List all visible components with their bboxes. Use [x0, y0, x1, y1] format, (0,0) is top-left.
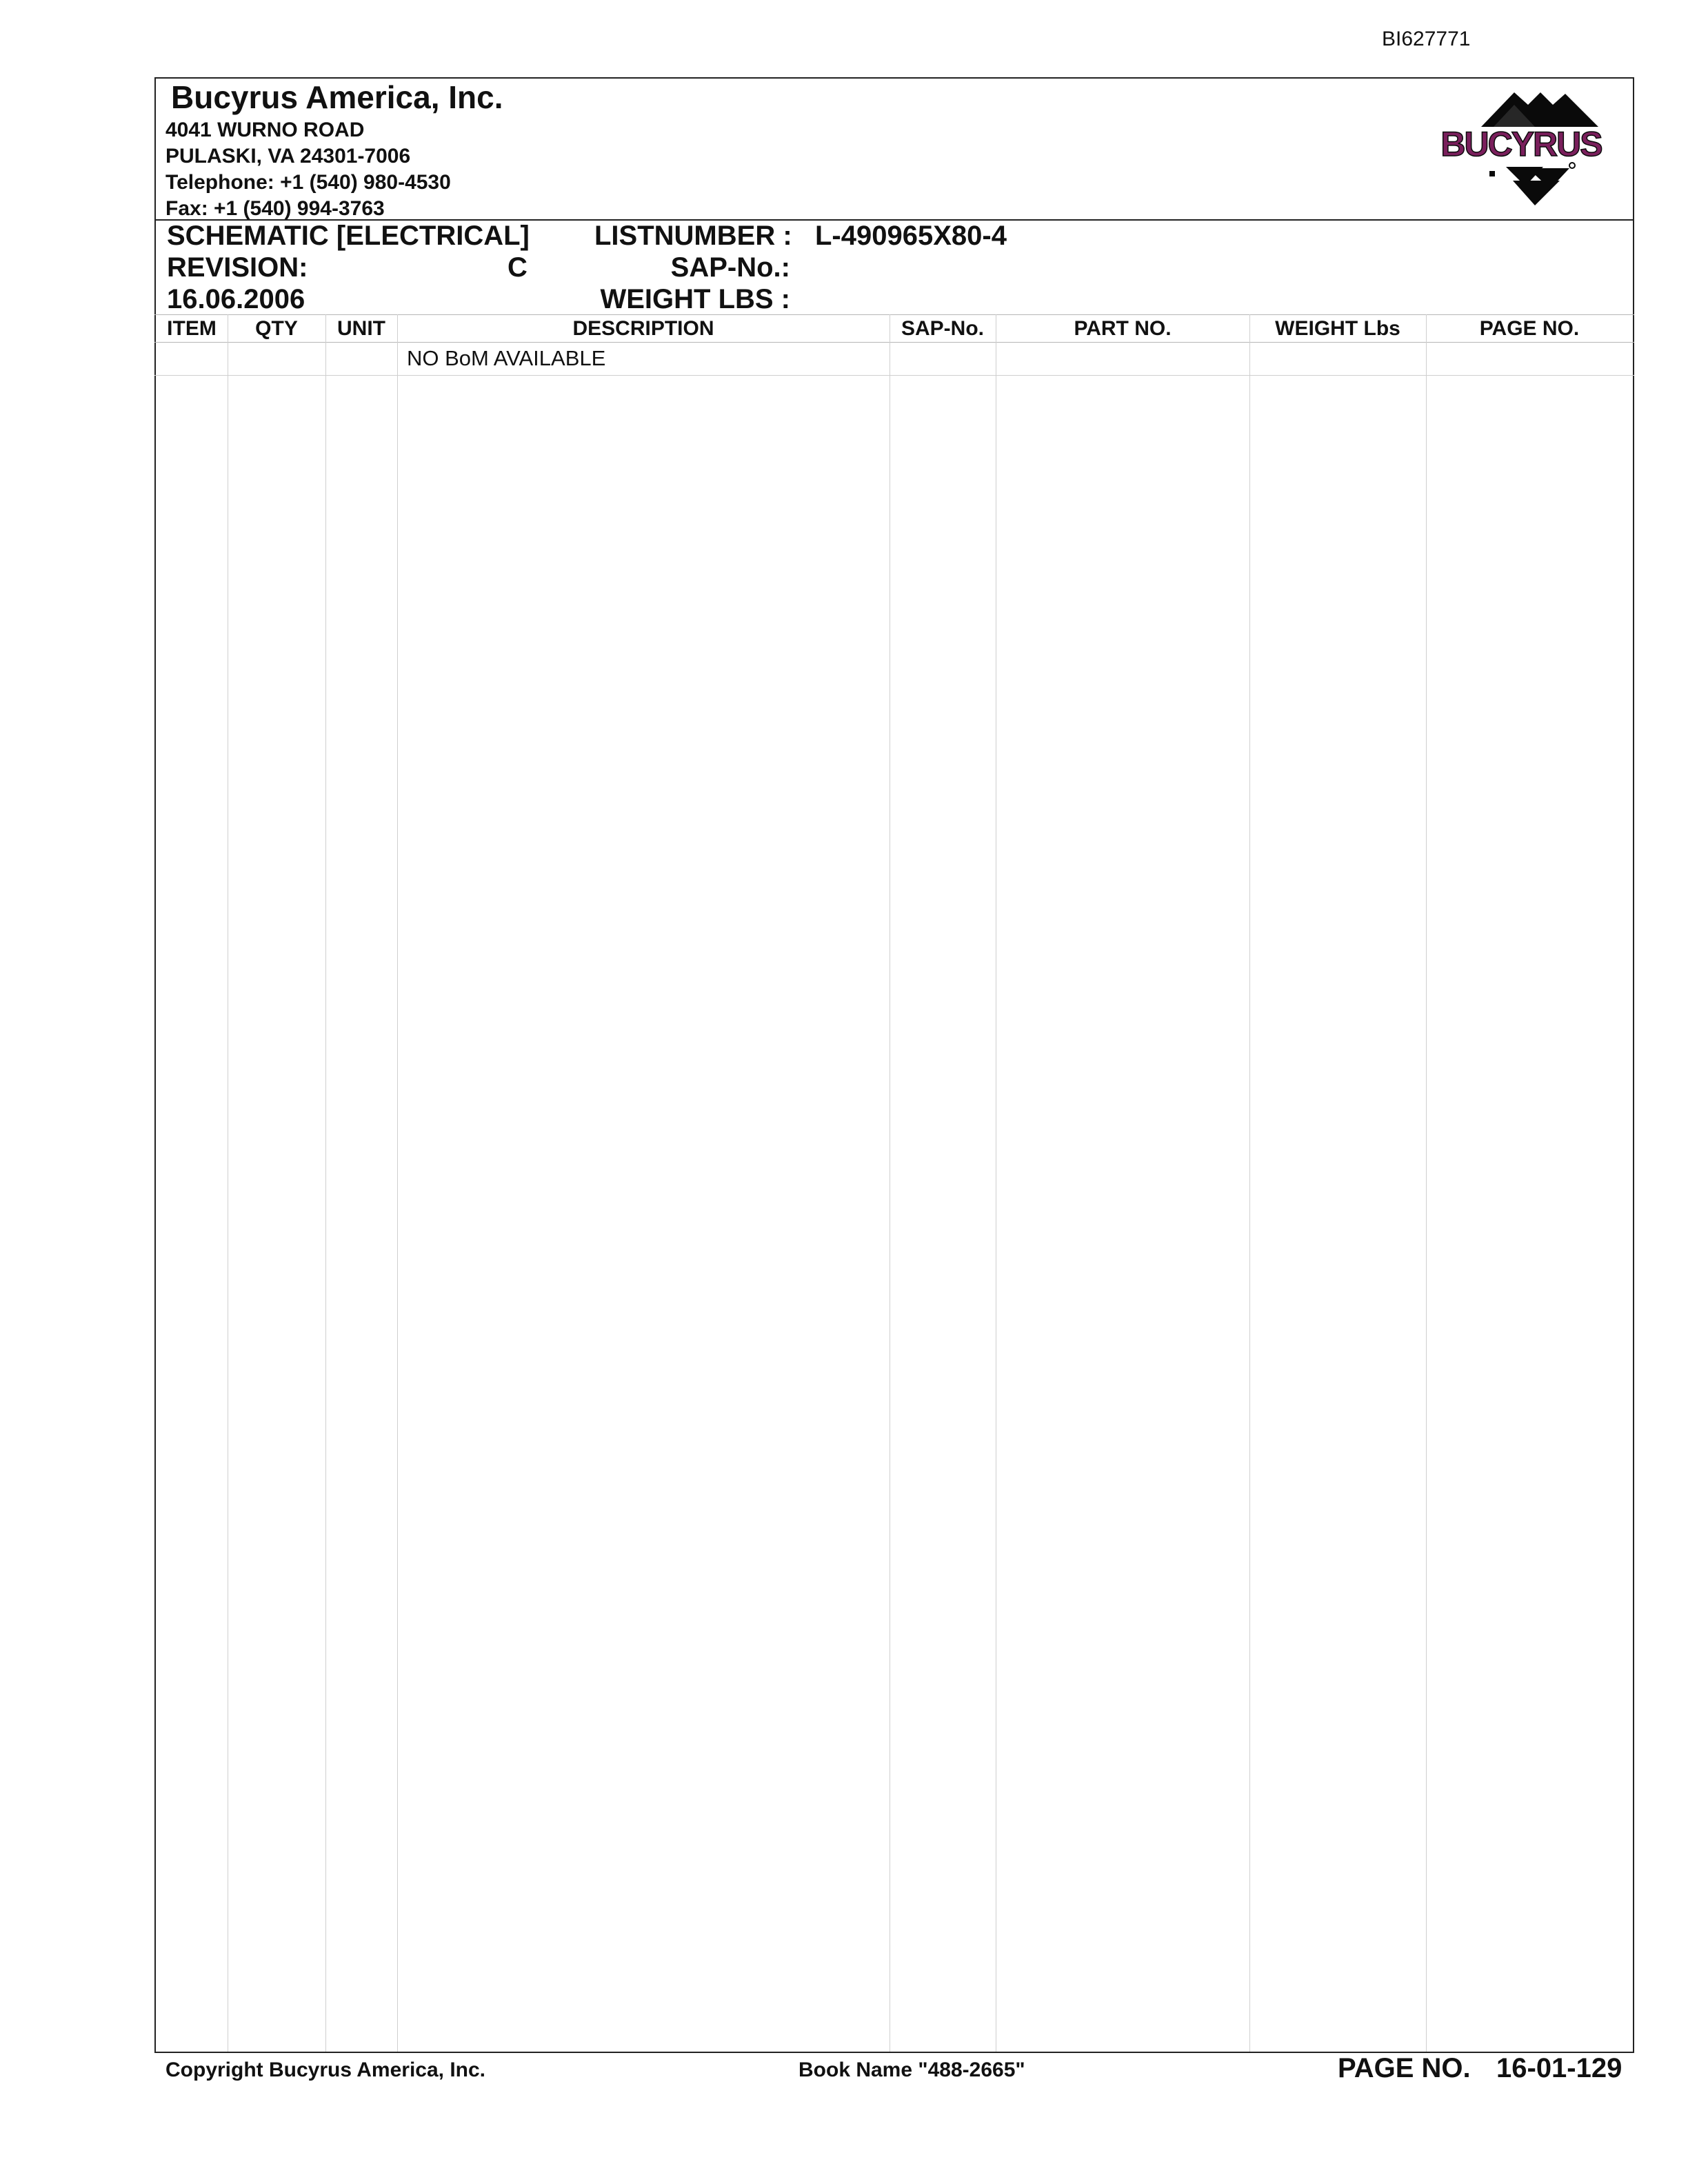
copyright-notice: Copyright Bucyrus America, Inc.: [165, 2059, 486, 2081]
parts-list-sheet: [154, 77, 1634, 2053]
telephone: Telephone: +1 (540) 980-4530: [165, 171, 451, 194]
column-header-sap-no: SAP-No.: [901, 317, 984, 340]
document-id: BI627771: [1382, 28, 1471, 50]
listnumber-label: LISTNUMBER :: [594, 221, 792, 251]
address-line-2: PULASKI, VA 24301-7006: [165, 145, 411, 168]
document-type: SCHEMATIC [ELECTRICAL]: [167, 221, 530, 251]
fax: Fax: +1 (540) 994-3763: [165, 197, 385, 220]
revision-label: REVISION:: [167, 252, 308, 283]
column-header-unit: UNIT: [337, 317, 385, 340]
column-divider: [1426, 314, 1427, 2052]
column-divider: [325, 314, 326, 2052]
column-divider: [1249, 314, 1250, 2052]
address-line-1: 4041 WURNO ROAD: [165, 119, 365, 141]
table-header-bottom-rule: [154, 342, 1634, 343]
column-header-part-no: PART NO.: [1074, 317, 1172, 340]
column-divider: [397, 314, 398, 2052]
column-header-page-no: PAGE NO.: [1479, 317, 1580, 340]
table-header-top-rule: [154, 314, 1634, 315]
listnumber-value: L-490965X80-4: [815, 221, 1007, 251]
company-name: Bucyrus America, Inc.: [171, 79, 503, 115]
column-header-qty: QTY: [255, 317, 298, 340]
page-number-label: PAGE NO.: [1338, 2053, 1471, 2083]
sap-number-label: SAP-No.:: [670, 252, 790, 283]
page-number-value: 16-01-129: [1496, 2053, 1622, 2083]
document-date: 16.06.2006: [167, 284, 305, 314]
column-header-item: ITEM: [167, 317, 217, 340]
book-name: Book Name "488-2665": [798, 2059, 1025, 2081]
table-row-description: NO BoM AVAILABLE: [407, 346, 606, 370]
logo-text: BUCYRUS: [1440, 125, 1602, 163]
column-header-description: DESCRIPTION: [572, 317, 714, 340]
column-header-weight: WEIGHT Lbs: [1275, 317, 1400, 340]
weight-label: WEIGHT LBS :: [600, 284, 790, 314]
table-row-rule: [154, 375, 1634, 376]
revision-value: C: [508, 252, 528, 283]
bucyrus-logo: [1425, 85, 1625, 212]
